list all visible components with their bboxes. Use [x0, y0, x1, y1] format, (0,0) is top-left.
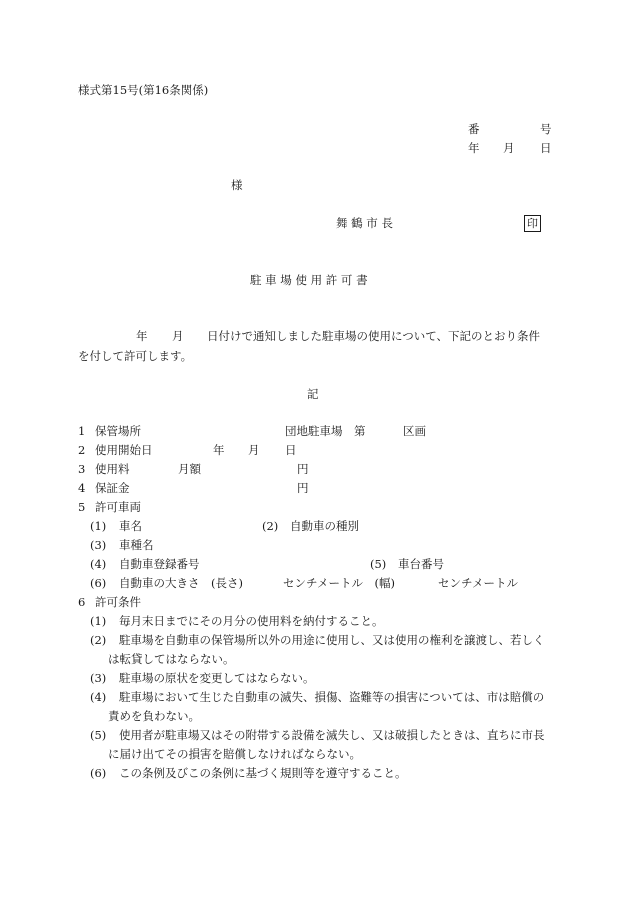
condition-2-text: 駐車場を自動車の保管場所以外の用途に使用し、又は使用の権利を譲渡し、若しく — [119, 633, 545, 647]
issuer: 舞 鶴 市 長 — [336, 216, 393, 230]
item-6-number: 6 — [78, 595, 86, 609]
item-2-day: 日 — [285, 443, 297, 457]
vehicle-1-label: 車名 — [119, 519, 142, 533]
body-line1: 日付けで通知しました駐車場の使用について、下記のとおり条件 — [207, 329, 541, 343]
item-3-number: 3 — [78, 462, 86, 476]
body-year: 年 — [136, 329, 148, 343]
condition-3-number: (3) — [90, 671, 107, 685]
condition-1-text: 毎月末日までにその月分の使用料を納付すること。 — [119, 614, 384, 628]
item-2-number: 2 — [78, 443, 86, 457]
item-2-year: 年 — [213, 443, 225, 457]
condition-4-text-cont: 責めを負わない。 — [108, 709, 200, 723]
condition-5-text-cont: に届け出てその損害を賠償しなければならない。 — [108, 747, 361, 761]
seal-mark: 印 — [524, 215, 541, 232]
vehicle-5-number: (5) — [370, 557, 387, 571]
vehicle-5-label: 車台番号 — [398, 557, 444, 571]
condition-2-text-cont: は転貸してはならない。 — [108, 652, 235, 666]
vehicle-2-number: (2) — [262, 519, 279, 533]
item-4-yen: 円 — [297, 481, 309, 495]
item-5-number: 5 — [78, 500, 86, 514]
item-3-monthly: 月額 — [178, 462, 201, 476]
document-title: 駐 車 場 使 用 許 可 書 — [250, 273, 368, 287]
date-day: 日 — [540, 141, 552, 155]
item-4-number: 4 — [78, 481, 86, 495]
condition-5-number: (5) — [90, 728, 107, 742]
recipient-suffix: 様 — [231, 178, 243, 192]
condition-2-number: (2) — [90, 633, 107, 647]
item-5-label: 許可車両 — [95, 500, 141, 514]
condition-3-text: 駐車場の原状を変更してはならない。 — [119, 671, 315, 685]
vehicle-4-number: (4) — [90, 557, 107, 571]
condition-4-number: (4) — [90, 690, 107, 704]
item-1-lot: 団地駐車場 第 — [285, 424, 366, 438]
condition-1-number: (1) — [90, 614, 107, 628]
number-go: 号 — [540, 122, 552, 136]
vehicle-1-number: (1) — [90, 519, 107, 533]
item-2-label: 使用開始日 — [95, 443, 153, 457]
form-label: 様式第15号(第16条関係) — [78, 83, 209, 97]
item-1-section: 区画 — [403, 424, 426, 438]
item-3-yen: 円 — [297, 462, 309, 476]
condition-6-text: この条例及びこの条例に基づく規則等を遵守すること。 — [119, 766, 407, 780]
vehicle-3-label: 車種名 — [119, 538, 154, 552]
item-1-label: 保管場所 — [95, 424, 141, 438]
vehicle-6-label: 自動車の大きさ (長さ) — [119, 576, 243, 590]
item-1-number: 1 — [78, 424, 86, 438]
date-year: 年 — [468, 141, 480, 155]
body-month: 月 — [172, 329, 184, 343]
vehicle-4-label: 自動車登録番号 — [119, 557, 200, 571]
vehicle-6-unit-cm: センチメートル — [438, 576, 519, 590]
vehicle-2-label: 自動車の種別 — [290, 519, 359, 533]
ki-heading: 記 — [307, 387, 319, 401]
condition-5-text: 使用者が駐車場又はその附帯する設備を滅失し、又は破損したときは、直ちに市長 — [119, 728, 545, 742]
vehicle-6-unit-width: センチメートル (幅) — [283, 576, 396, 590]
item-6-label: 許可条件 — [95, 595, 141, 609]
number-ban: 番 — [468, 122, 480, 136]
vehicle-6-number: (6) — [90, 576, 107, 590]
vehicle-3-number: (3) — [90, 538, 107, 552]
condition-4-text: 駐車場において生じた自動車の滅失、損傷、盗難等の損害については、市は賠償の — [119, 690, 545, 704]
item-2-month: 月 — [248, 443, 260, 457]
item-3-label: 使用料 — [95, 462, 130, 476]
date-month: 月 — [503, 141, 515, 155]
item-4-label: 保証金 — [95, 481, 130, 495]
condition-6-number: (6) — [90, 766, 107, 780]
body-line2: を付して許可します。 — [78, 349, 193, 363]
